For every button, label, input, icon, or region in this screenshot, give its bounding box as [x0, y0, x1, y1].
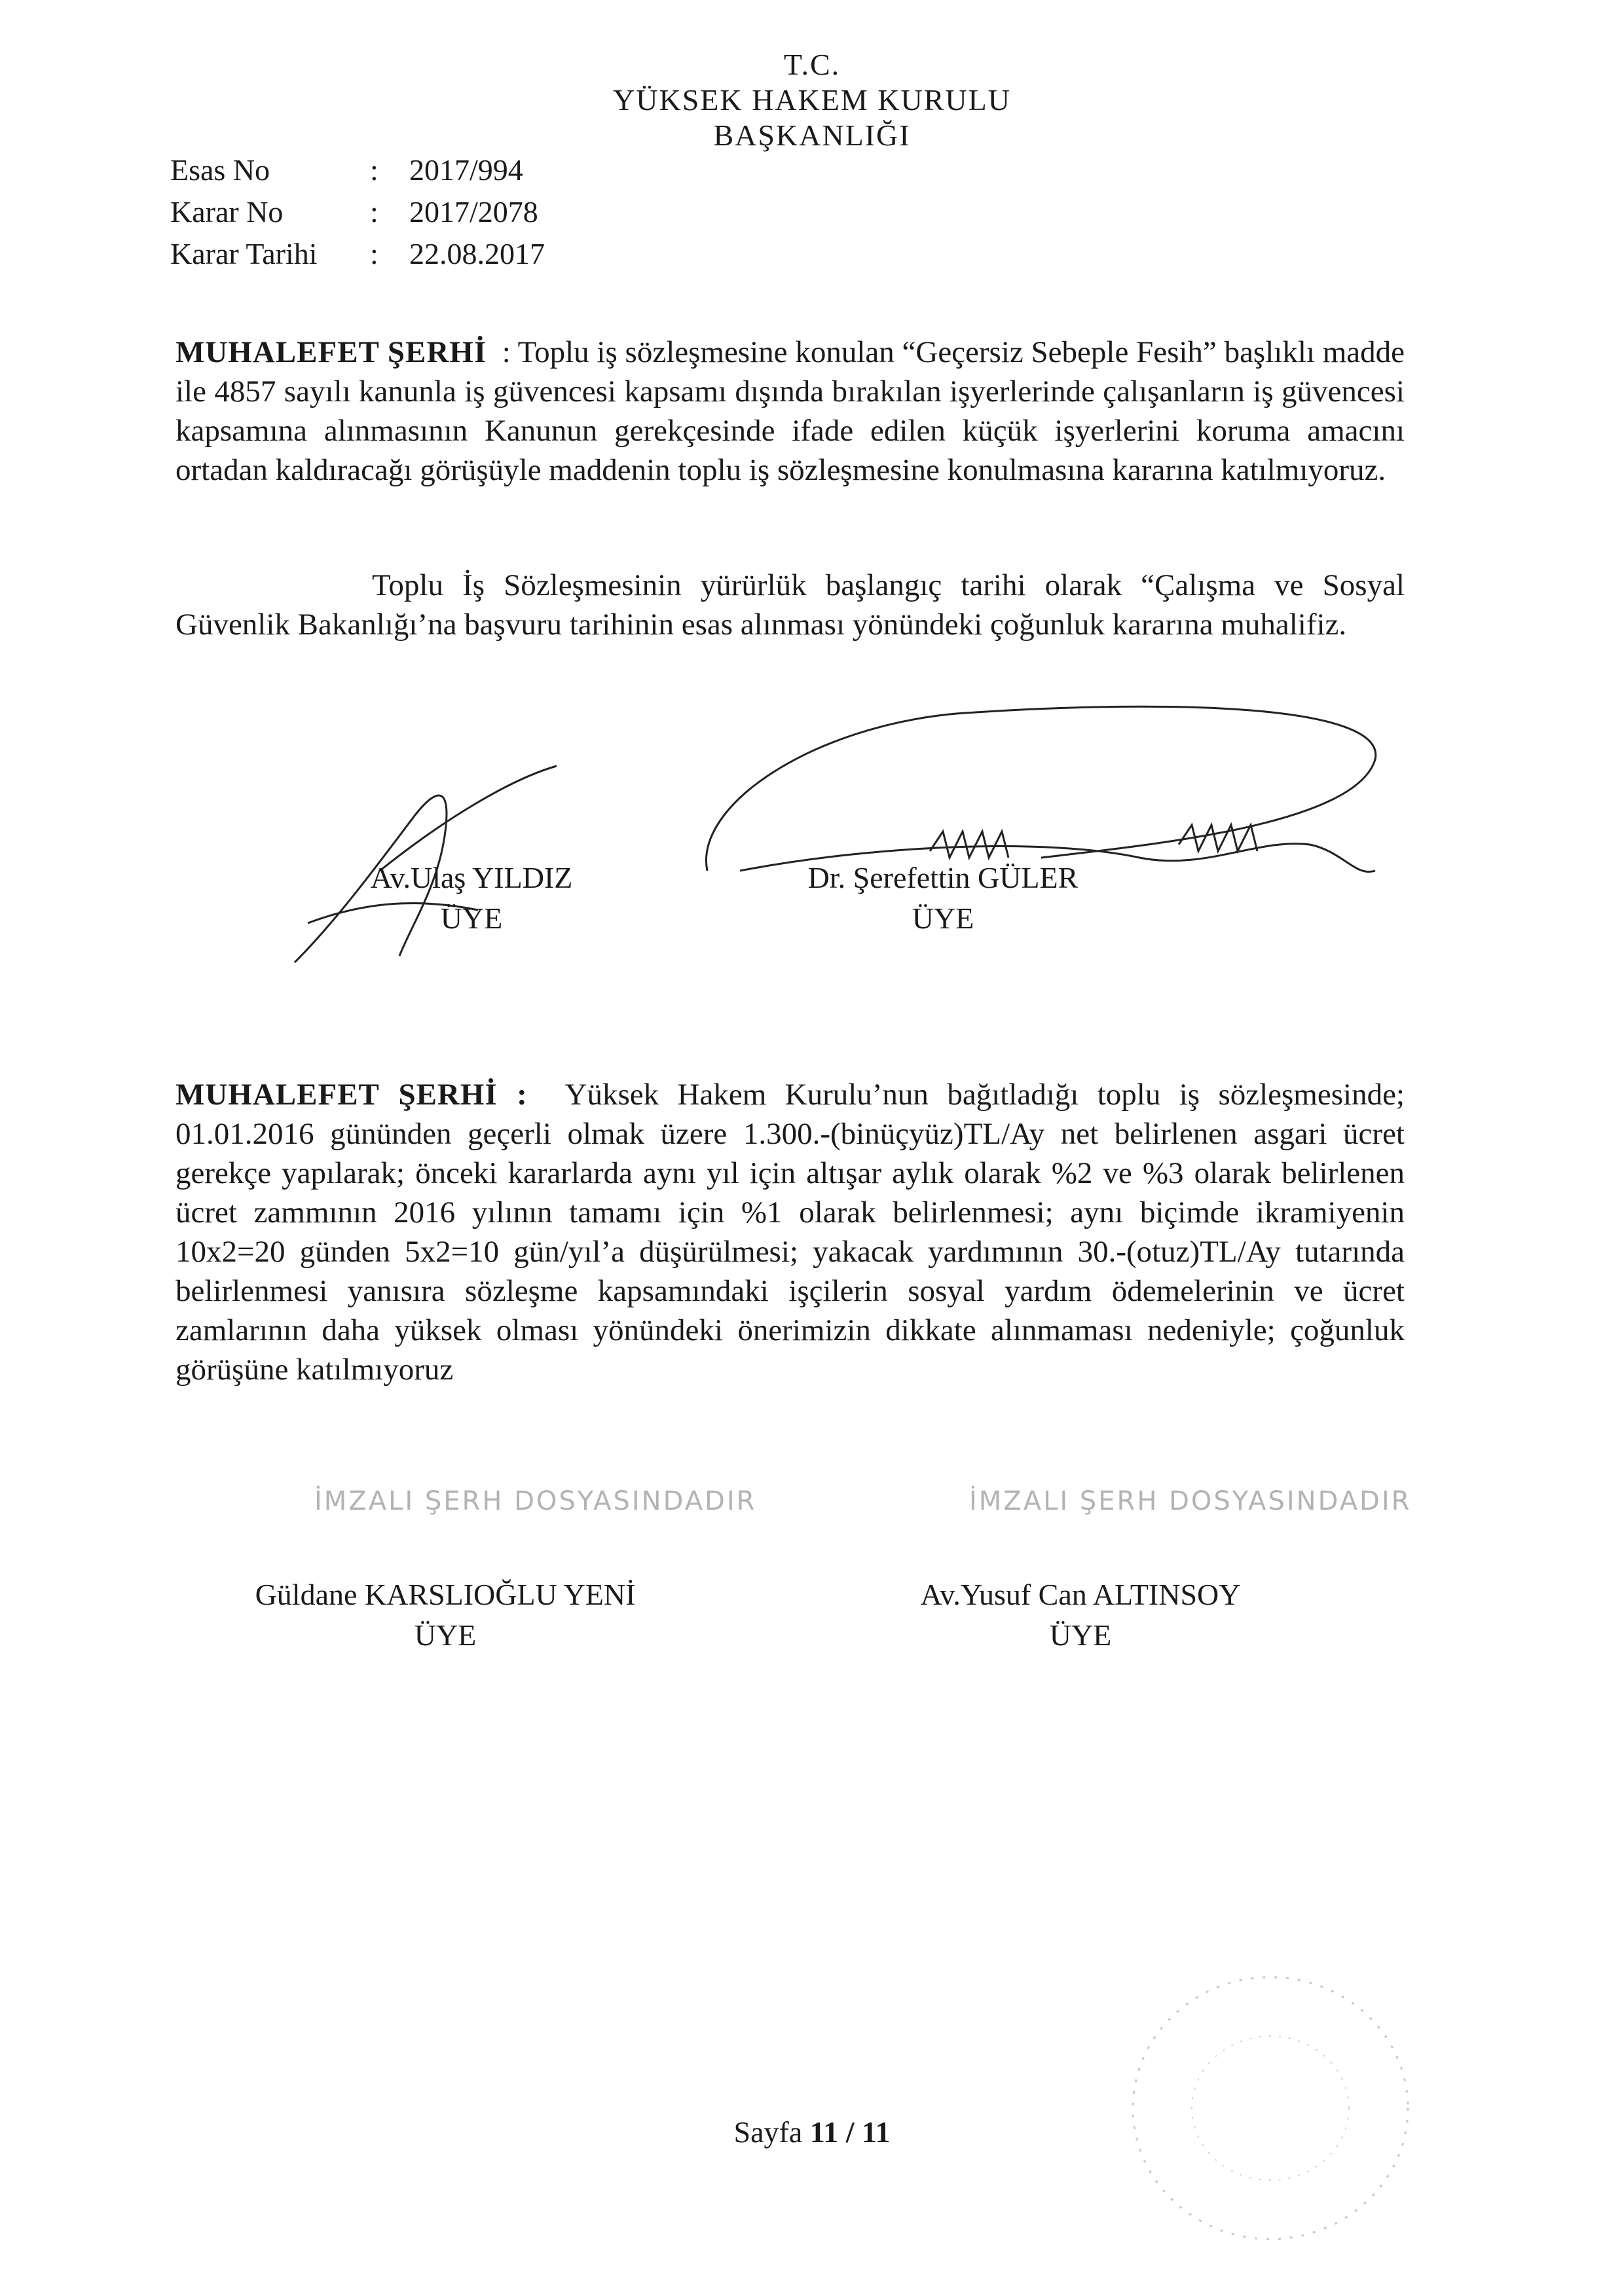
signatory-role: ÜYE: [1049, 1618, 1112, 1652]
meta-label: Karar No: [170, 195, 284, 228]
meta-row-karar: Karar No : 2017/2078: [170, 191, 545, 233]
signatory-role: ÜYE: [440, 902, 503, 935]
signatory-name: Dr. Şerefettin GÜLER: [807, 861, 1079, 894]
faded-seal-icon: [1107, 1951, 1434, 2265]
signatory-guler: [747, 858, 1139, 939]
dissent-paragraph-2: Toplu İş Sözleşmesinin yürürlük başlangıç tarihi olarak “Çalışma ve Sosyal Güvenlik Bakanlığı’na başvuru tarihinin esas alınması yönündeki çoğunluk kararına muhalifiz.: [175, 568, 1405, 642]
dissent-paragraph-3: [175, 1075, 1405, 1389]
dissent-text: Yüksek Hakem Kurulu’nun bağıtladığı toplu iş sözleşmesinde; 01.01.2016 gününden geçerli olmak üzere 1.300.-(binüçyüz)TL/Ay net belirlenen asgari ücret gerekçe yapılarak; önceki kararlarda aynı yıl için altışar aylık olarak %2 ve %3 olarak belirlenen ücret zammının 2016 yılının tamamı için %1 olarak belirlenmesi; aynı biçimde ikramiyenin 10x2=20 günden 5x2=10 gün/yıl’a düşürülmesi; yakacak yardımının 30.-(otuz)TL/Ay tutarında belirlenmesi yanısıra sözleşme kapsamındaki işçilerin sosyal yardım ödemelerinin ve ücret zamlarının daha yüksek olması yönündeki önerimizin dikkate alınmaması nedeniyle; çoğunluk görüşüne katılmıyoruz: [175, 1078, 1405, 1387]
signatory-name: Güldane KARSLIOĞLU YENİ: [255, 1578, 636, 1611]
page-footer: [0, 2115, 1624, 2149]
signed-on-file-stamp: İMZALI ŞERH DOSYASINDADIR: [969, 1486, 1412, 1516]
meta-row-tarih: Karar Tarihi : 22.08.2017: [170, 233, 545, 275]
signed-on-file-stamp: İMZALI ŞERH DOSYASINDADIR: [314, 1486, 757, 1516]
header-institution: YÜKSEK HAKEM KURULU: [613, 83, 1011, 117]
signatory-role: ÜYE: [414, 1618, 477, 1652]
meta-value: 2017/2078: [409, 195, 538, 228]
header-presidency: BAŞKANLIĞI: [713, 118, 911, 152]
signatory-yeni: [216, 1575, 674, 1656]
dissent-heading: MUHALEFET ŞERHİ: [175, 335, 487, 369]
meta-row-esas: Esas No : 2017/994: [170, 149, 545, 191]
signatory-altinsoy: [871, 1575, 1290, 1656]
signatory-yildiz: [301, 858, 642, 939]
meta-label: Karar Tarihi: [170, 237, 318, 270]
dissent-text: : Toplu iş sözleşmesine konulan “Geçersiz Sebeple Fesih” başlıklı madde ile 4857 sayılı kanunla iş güvencesi kapsamı dışında bırakılan işyerlerinde çalışanların iş güvencesi kapsamına alınmasının Kanunun gerekçesinde ifade edilen küçük işyerlerini koruma amacını ortadan kaldıracağı görüşüyle maddenin toplu iş sözleşmesine konulmasına kararına katılmıyoruz.: [175, 335, 1405, 487]
page-number: 11 / 11: [809, 2115, 891, 2149]
case-meta: [170, 149, 545, 275]
meta-value: 2017/994: [409, 153, 523, 187]
page-label: Sayfa: [733, 2115, 803, 2149]
meta-value: 22.08.2017: [409, 237, 545, 270]
dissent-heading: MUHALEFET ŞERHİ :: [175, 1078, 528, 1112]
signatory-name: Av.Yusuf Can ALTINSOY: [920, 1578, 1241, 1611]
dissent-paragraph-1: [175, 333, 1405, 490]
meta-label: Esas No: [170, 153, 270, 187]
signatory-name: Av.Ulaş YILDIZ: [370, 861, 573, 894]
signatory-role: ÜYE: [912, 902, 974, 935]
header-tc: T.C.: [783, 48, 841, 81]
